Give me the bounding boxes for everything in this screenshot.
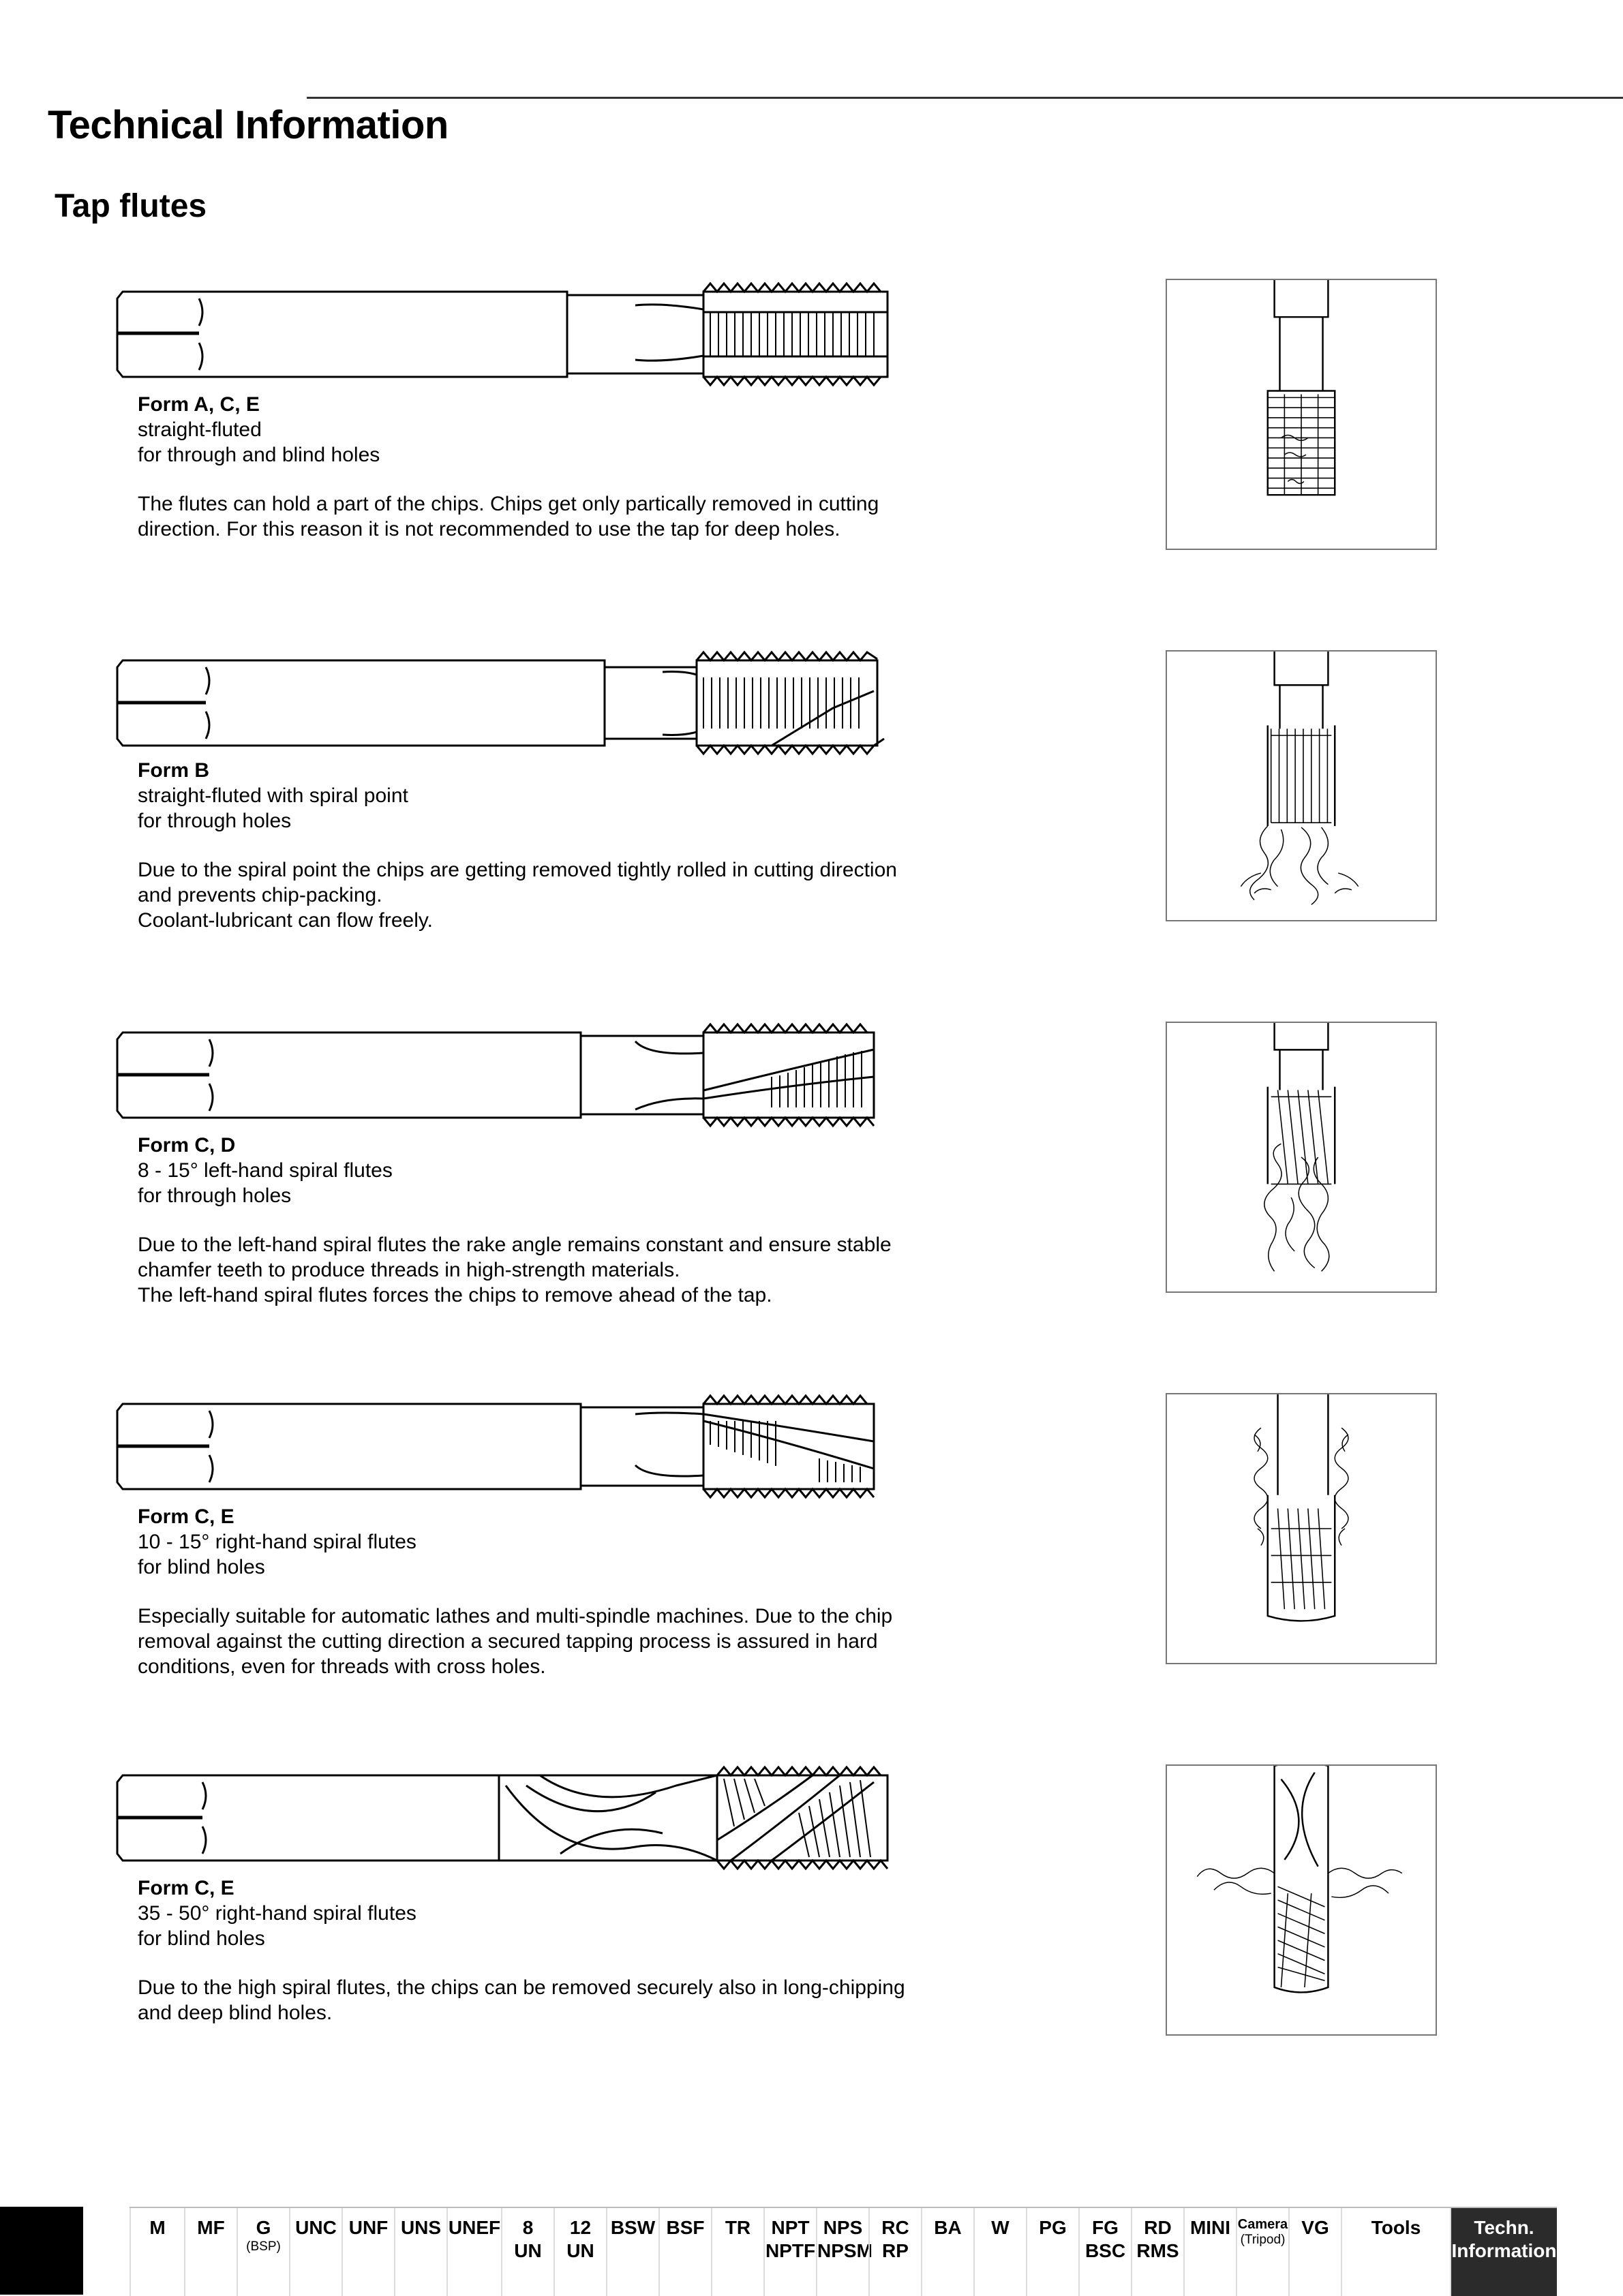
form-use: for blind holes (138, 1927, 265, 1950)
tab-label-2: NPTF (765, 2240, 816, 2261)
form-name: Form C, E (138, 1877, 234, 1899)
tab-label: UNF (348, 2217, 389, 2238)
form-description-5 (138, 1876, 956, 2025)
form-type: 8 - 15° left-hand spiral flutes (138, 1159, 393, 1182)
form-text-line: removal against the cutting direction a secured tapping process is assured in hard (138, 1630, 878, 1653)
tab-vg[interactable] (1288, 2208, 1341, 2296)
tab-label: PG (1039, 2217, 1067, 2238)
tap-in-hole-illustration-4 (1166, 1393, 1437, 1664)
tab-camera[interactable] (1236, 2208, 1288, 2296)
tab-techn-information[interactable] (1450, 2208, 1557, 2296)
tab-label: W (991, 2217, 1010, 2238)
tab-sublabel: (BSP) (246, 2239, 281, 2254)
tab-fg[interactable] (1078, 2208, 1131, 2296)
tab-label: Tools (1371, 2217, 1421, 2238)
tab-w[interactable] (973, 2208, 1026, 2296)
tab-tools[interactable] (1341, 2208, 1450, 2296)
tab-label-2: RMS (1136, 2240, 1179, 2261)
footer-nav (0, 2207, 1623, 2295)
tab-unf[interactable] (342, 2208, 394, 2296)
page-title: Technical Information (48, 103, 449, 147)
form-name: Form A, C, E (138, 393, 260, 416)
form-type: 10 - 15° right-hand spiral flutes (138, 1531, 416, 1553)
footer-black-block (0, 2207, 83, 2295)
tab-label-2: UN (566, 2240, 594, 2261)
tab-label-2: NPSM (817, 2240, 873, 2261)
tab-unef[interactable] (446, 2208, 501, 2296)
form-description-1 (138, 392, 956, 542)
form-text-line: Due to the left-hand spiral flutes the rake angle remains constant and ensure stable (138, 1234, 892, 1256)
form-use: for through and blind holes (138, 444, 380, 466)
form-description-4 (138, 1504, 956, 1679)
tab-label: M (149, 2217, 166, 2238)
tab-label: NPT (771, 2217, 810, 2238)
tab-12un[interactable] (553, 2208, 606, 2296)
tap-drawing-straight-fluted (117, 278, 908, 394)
tab-label: UNEF (448, 2217, 501, 2238)
tap-drawing-high-spiral (117, 1765, 908, 1881)
tab-label: G (256, 2217, 271, 2238)
tab-label: BSW (610, 2217, 656, 2238)
form-use: for through holes (138, 810, 292, 832)
tab-label: Techn. (1474, 2217, 1534, 2238)
form-type: 35 - 50° right-hand spiral flutes (138, 1902, 416, 1925)
tab-bsf[interactable] (658, 2208, 711, 2296)
form-text-line: Especially suitable for automatic lathes and multi-spindle machines. Due to the chip (138, 1605, 893, 1627)
form-text-line: conditions, even for threads with cross holes. (138, 1655, 546, 1678)
tap-in-hole-illustration-1 (1166, 279, 1437, 550)
tab-label: UNS (400, 2217, 442, 2238)
form-text-line: Due to the spiral point the chips are getting removed tightly rolled in cutting direction (138, 859, 897, 881)
tab-label: UNC (295, 2217, 337, 2238)
tap-in-hole-illustration-2 (1166, 650, 1437, 921)
form-description-3 (138, 1133, 956, 1308)
tab-label-2: RP (882, 2240, 909, 2261)
tab-ba[interactable] (921, 2208, 973, 2296)
form-use: for blind holes (138, 1556, 265, 1578)
tab-label: BA (934, 2217, 962, 2238)
tab-g[interactable] (237, 2208, 289, 2296)
tab-label-2: UN (514, 2240, 542, 2261)
header-rule (307, 97, 1623, 99)
tab-rd[interactable] (1131, 2208, 1183, 2296)
form-type: straight-fluted (138, 418, 262, 441)
tap-drawing-spiral-point (117, 650, 908, 766)
tab-nps[interactable] (816, 2208, 873, 2296)
section-title: Tap flutes (55, 188, 207, 224)
tab-8un[interactable] (501, 2208, 553, 2296)
form-text-line: and prevents chip-packing. (138, 884, 382, 906)
tab-label-2: Information (1451, 2240, 1557, 2261)
tab-uns[interactable] (394, 2208, 446, 2296)
form-use: for through holes (138, 1184, 292, 1207)
tab-label: RC (881, 2217, 909, 2238)
form-text-line: Due to the high spiral flutes, the chips can be removed securely also in long-chipping (138, 1976, 905, 1999)
tab-rc[interactable] (868, 2208, 921, 2296)
tab-label: Camera (1237, 2217, 1288, 2232)
tab-sublabel: (Tripod) (1240, 2233, 1286, 2247)
form-text-line: The flutes can hold a part of the chips. Chips get only partically removed in cutting (138, 493, 879, 515)
tab-label: TR (725, 2217, 751, 2238)
tap-drawing-left-hand-spiral (117, 1022, 908, 1138)
form-text-line: direction. For this reason it is not recommended to use the tap for deep holes. (138, 518, 840, 540)
tab-label: 12 (569, 2217, 592, 2238)
tab-label-2: BSC (1084, 2240, 1126, 2261)
form-text-line: Coolant-lubricant can flow freely. (138, 909, 433, 932)
form-name: Form C, D (138, 1134, 236, 1157)
tab-mini[interactable] (1183, 2208, 1236, 2296)
form-text-line: chamfer teeth to produce threads in high-strength materials. (138, 1259, 680, 1281)
tab-label: BSF (666, 2217, 705, 2238)
form-type: straight-fluted with spiral point (138, 784, 408, 807)
tab-m[interactable] (130, 2208, 184, 2296)
tab-label: MINI (1189, 2217, 1231, 2238)
form-description-2 (138, 758, 956, 933)
tab-mf[interactable] (184, 2208, 237, 2296)
tap-in-hole-illustration-5 (1166, 1764, 1437, 2036)
tab-npt[interactable] (763, 2208, 816, 2296)
tab-unc[interactable] (289, 2208, 342, 2296)
tab-label: FG (1092, 2217, 1119, 2238)
tap-drawing-right-hand-spiral (117, 1394, 908, 1510)
tab-label: 8 (522, 2217, 534, 2238)
form-name: Form B (138, 759, 209, 782)
tab-tr[interactable] (711, 2208, 763, 2296)
form-name: Form C, E (138, 1505, 234, 1528)
tab-label: RD (1144, 2217, 1172, 2238)
tap-in-hole-illustration-3 (1166, 1022, 1437, 1293)
tab-pg[interactable] (1026, 2208, 1078, 2296)
tab-label: MF (197, 2217, 225, 2238)
form-text-line: The left-hand spiral flutes forces the chips to remove ahead of the tap. (138, 1284, 772, 1306)
form-text-line: and deep blind holes. (138, 2002, 333, 2024)
tab-label: NPS (823, 2217, 863, 2238)
tab-bsw[interactable] (606, 2208, 658, 2296)
footer-tabs (130, 2207, 1557, 2296)
tab-label: VG (1301, 2217, 1329, 2238)
